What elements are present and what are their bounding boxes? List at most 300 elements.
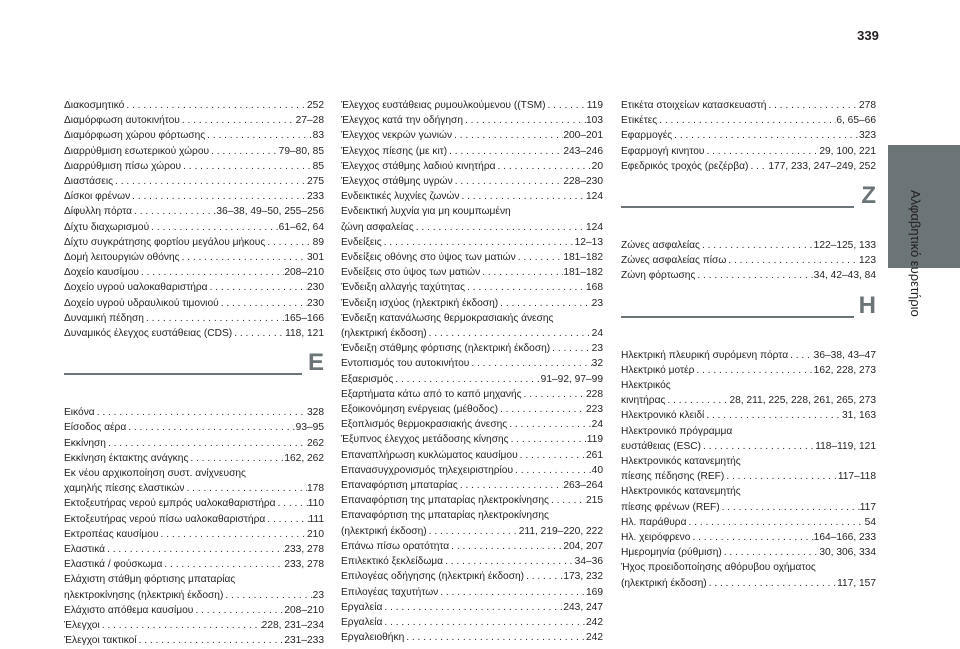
index-entry [341, 569, 603, 584]
index-entry [64, 451, 324, 466]
entry-term: Έλεγχος στάθμης υγρών [341, 176, 453, 188]
entry-pages: 181–182 [563, 252, 603, 264]
index-entry [621, 128, 876, 143]
index-entry [64, 436, 324, 451]
entry-pages: 122–125, 133 [813, 240, 876, 252]
dot-leader [427, 524, 519, 539]
entry-pages: 54 [864, 516, 876, 528]
dot-leader [546, 98, 587, 113]
entry-pages: 242 [586, 616, 603, 628]
index-entry [64, 220, 324, 235]
index-column-2 [341, 98, 603, 645]
index-entry [621, 348, 876, 363]
index-entry [64, 159, 324, 174]
index-entry [341, 630, 603, 645]
entry-term: Έλεγχοι τακτικοί [64, 635, 137, 647]
entry-term: Ζώνες ασφαλείας πίσω [621, 255, 727, 267]
dot-leader [687, 515, 865, 530]
entry-pages: 164–166, 233 [813, 532, 876, 544]
index-entry [64, 265, 324, 280]
dot-leader [720, 500, 860, 515]
index-entry [64, 542, 324, 557]
index-entry [621, 268, 876, 283]
letter-glyph: E [307, 349, 324, 377]
dot-leader [193, 603, 284, 618]
index-entry-line: Ηλεκτρονικός κατανεμητής [621, 456, 741, 468]
letter-divider [621, 316, 854, 318]
entry-pages: 32 [591, 358, 603, 370]
entry-term: ηλεκτροκίνησης (ηλεκτρική έκδοση) [64, 589, 224, 601]
dot-leader [453, 174, 564, 189]
entry-term: Επάνω πίσω ορατότητα [341, 540, 450, 552]
entry-term: Εργαλειοθήκη [341, 632, 405, 644]
entry-term: Ενδεικτικές λυχνίες ζωνών [341, 191, 460, 203]
index-entry [341, 341, 603, 356]
dot-leader [219, 296, 307, 311]
entry-term: Ένδειξη ισχύος (ηλεκτρική έκδοση) [341, 297, 499, 309]
index-entry-line: Επαναφόρτιση της μπαταρίας ηλεκτροκίνησης [341, 510, 549, 522]
entry-term: Ετικέτες [621, 115, 658, 127]
index-entry [341, 417, 603, 432]
entry-term: Εκκίνηση έκτακτης ανάγκης [64, 452, 189, 464]
entry-pages: 162, 262 [284, 452, 324, 464]
index-entry [621, 515, 876, 530]
index-entry [341, 524, 603, 539]
entry-pages: 110 [307, 498, 324, 510]
entry-pages: 233 [307, 191, 324, 203]
dot-leader [522, 387, 586, 402]
entry-pages: 124 [586, 191, 603, 203]
entry-pages: 93–95 [295, 422, 324, 434]
entry-pages: 210 [307, 528, 324, 540]
dot-leader [459, 189, 586, 204]
entry-term: Δοχείο καυσίμου [64, 267, 139, 279]
index-entry [341, 402, 603, 417]
dot-leader [449, 539, 563, 554]
entry-term: Εξαρτήματα κάτω από το καπό μηχανής [341, 388, 522, 400]
index-entry [341, 493, 603, 508]
index-entry [621, 113, 876, 128]
dot-leader [516, 250, 564, 265]
index-entry [64, 311, 324, 326]
entry-pages: 328 [307, 407, 324, 419]
dot-leader [509, 432, 587, 447]
index-entry-line: Ελάχιστη στάθμη φόρτισης μπαταρίας [64, 574, 236, 586]
entry-term: κινητήρας [621, 395, 666, 407]
entry-pages: 118, 121 [285, 328, 324, 340]
entry-term: Εξοπλισμός θερμοκρασιακής άνεσης [341, 419, 508, 431]
entry-term: (ηλεκτρική έκδοση) [341, 525, 427, 537]
entry-term: Δοχείο υγρού υαλοκαθαριστήρα [64, 282, 208, 294]
entry-term: πίεσης πέδησης (REF) [621, 471, 725, 483]
entry-term: Ηλεκτρικό μοτέρ [621, 364, 695, 376]
entry-pages: 275 [307, 176, 324, 188]
dot-leader [180, 113, 296, 128]
entry-term: Ελαστικά [64, 544, 106, 556]
index-entry [64, 204, 324, 219]
dot-leader [695, 268, 813, 283]
entry-term: Επιλεκτικό ξεκλείδωμα [341, 556, 444, 568]
entry-pages: 301 [307, 252, 324, 264]
entry-pages: 119 [586, 434, 603, 446]
index-entry [64, 326, 324, 341]
dot-leader [188, 451, 284, 466]
entry-pages: 228, 231–234 [261, 620, 324, 632]
dot-leader [498, 402, 586, 417]
dot-leader [205, 128, 313, 143]
entry-pages: 36–38, 43–47 [813, 349, 876, 361]
entry-pages: 173, 232 [563, 571, 603, 583]
dot-leader [149, 220, 279, 235]
index-entry [64, 250, 324, 265]
index-column-3 [621, 98, 876, 591]
entry-term: Επιλογέας ταχυτήτων [341, 586, 439, 598]
dot-leader [766, 98, 859, 113]
index-entry [64, 144, 324, 159]
entry-term: Εφαρμογή κινητου [621, 145, 705, 157]
dot-leader [265, 235, 312, 250]
dot-leader [438, 585, 586, 600]
entry-pages: 169 [586, 586, 603, 598]
entry-term: Διαμόρφωση αυτοκινήτου [64, 115, 180, 127]
entry-term: Ηλεκτρική πλευρική συρόμενη πόρτα [621, 349, 789, 361]
dot-leader [404, 630, 586, 645]
entry-term: Δοχείο υγρού υδραυλικού τιμονιού [64, 297, 219, 309]
entry-term: Εκτοξευτήρας νερού πίσω υαλοκαθαριστήρα [64, 513, 266, 525]
entry-pages: 168 [586, 282, 603, 294]
entry-pages: 28, 211, 225, 228, 261, 265, 273 [729, 395, 876, 407]
entry-term: Εκκίνηση [64, 437, 106, 449]
dot-leader [208, 280, 307, 295]
index-entry [64, 588, 324, 603]
entry-term: Εκτροπέας καυσίμου [64, 528, 159, 540]
entry-term: Έλεγχοι [64, 620, 100, 632]
entry-term: Δίφυλλη πόρτα [64, 206, 133, 218]
index-entry [341, 189, 603, 204]
dot-leader [496, 159, 592, 174]
entry-pages: 91–92, 97–99 [540, 373, 603, 385]
index-entry [341, 113, 603, 128]
dot-leader [498, 296, 592, 311]
entry-pages: 89 [312, 236, 324, 248]
entry-term: Ένδειξη αλλαγής ταχύτητας [341, 282, 465, 294]
index-entry-line: Ενδεικτική λυχνία για μη κουμπωμένη [341, 206, 511, 218]
index-entry [341, 98, 603, 113]
index-entry [341, 432, 603, 447]
entry-term: Εξοικονόμηση ενέργειας (μέθοδος) [341, 404, 499, 416]
index-entry [64, 496, 324, 511]
index-entry [341, 326, 603, 341]
index-entry [621, 439, 876, 454]
dot-leader [447, 144, 563, 159]
entry-pages: 34–36 [574, 556, 603, 568]
entry-term: Διακοσμητικό [64, 100, 125, 111]
entry-term: Ημερομηνία (ρύθμιση) [621, 547, 722, 559]
index-entry [621, 98, 876, 113]
dot-leader [185, 481, 308, 496]
dot-leader [550, 341, 591, 356]
letter-divider [64, 373, 302, 375]
index-entry [621, 469, 876, 484]
entry-term: Δίσκοι φρένων [64, 191, 131, 203]
dot-leader [724, 469, 838, 484]
index-entry [64, 296, 324, 311]
page-number: 339 [857, 28, 879, 43]
letter-heading [64, 349, 324, 397]
entry-pages: 162, 228, 273 [813, 364, 876, 376]
dot-leader [382, 600, 563, 615]
entry-term: Ενδείξεις οθόνης στο ύψος των ματιών [341, 252, 516, 264]
entry-pages: 323 [859, 130, 876, 142]
entry-pages: 233, 278 [284, 559, 324, 571]
entry-pages: 242 [586, 632, 603, 644]
entry-pages: 36–38, 49–50, 255–256 [216, 206, 324, 218]
dot-leader [665, 393, 729, 408]
index-entry [621, 144, 876, 159]
dot-leader [144, 311, 284, 326]
entry-pages: 230 [307, 282, 324, 294]
entry-term: Είσοδος αέρα [64, 422, 127, 434]
dot-leader [130, 189, 307, 204]
dot-leader [382, 615, 586, 630]
dot-leader [748, 159, 768, 174]
index-entry [64, 527, 324, 542]
entry-term: Εξαερισμός [341, 373, 394, 385]
entry-pages: 208–210 [284, 267, 324, 279]
dot-leader [694, 363, 813, 378]
index-entry [341, 220, 603, 235]
entry-term: Εργαλεία [341, 601, 383, 613]
index-entry [341, 356, 603, 371]
entry-pages: 252 [307, 100, 324, 111]
dot-leader [113, 174, 307, 189]
entry-term: Ηλεκτρονικό κλειδί [621, 410, 705, 422]
dot-leader [524, 569, 563, 584]
index-entry-line: Ηλεκτρονικός κατανεμητής [621, 486, 741, 498]
entry-pages: 111 [308, 513, 324, 525]
entry-pages: 211, 219–220, 222 [518, 525, 603, 537]
index-entry [341, 478, 603, 493]
entry-pages: 103 [586, 115, 603, 127]
index-entry [341, 448, 603, 463]
index-entry [341, 250, 603, 265]
entry-pages: 31, 163 [842, 410, 876, 422]
section-label: Αλφαβητικό ευρετήριο [908, 190, 923, 317]
entry-term: Διαρρύθμιση εσωτερικού χώρου [64, 145, 210, 157]
index-entry [64, 98, 324, 113]
dot-leader [480, 265, 563, 280]
index-entry [341, 174, 603, 189]
entry-pages: 261 [586, 449, 603, 461]
index-entry [621, 576, 876, 591]
dot-leader [126, 420, 295, 435]
index-entry [64, 174, 324, 189]
entry-term: Δυναμική πέδηση [64, 312, 144, 324]
dot-leader [106, 436, 307, 451]
index-entry [64, 128, 324, 143]
entry-term: Εφεδρικός τροχός (ρεζέρβα) [621, 160, 749, 172]
entry-pages: 34, 42–43, 84 [813, 270, 876, 282]
dot-leader [518, 448, 586, 463]
dot-leader [414, 220, 586, 235]
letter-glyph: Z [861, 182, 876, 210]
dot-leader [549, 493, 586, 508]
index-entry [341, 235, 603, 250]
entry-pages: 177, 233, 247–249, 252 [768, 160, 876, 172]
dot-leader [465, 280, 586, 295]
dot-leader [657, 113, 836, 128]
entry-pages: 79–80, 85 [278, 145, 324, 157]
dot-leader [458, 478, 564, 493]
entry-term: Επαναφόρτιση μπαταρίας [341, 480, 458, 492]
index-entry [341, 159, 603, 174]
entry-term: χαμηλής πίεσης ελαστικών [64, 483, 185, 495]
dot-leader [180, 250, 307, 265]
dot-leader [469, 356, 591, 371]
dot-leader [726, 253, 859, 268]
dot-leader [105, 542, 284, 557]
entry-term: Ενδείξεις στο ύψος των ματιών [341, 267, 481, 279]
index-entry [64, 420, 324, 435]
letter-heading [621, 291, 876, 340]
index-entry [621, 253, 876, 268]
entry-term: Ελάχιστο απόθεμα καυσίμου [64, 604, 194, 616]
entry-pages: 123 [859, 255, 876, 267]
dot-leader [162, 557, 284, 572]
entry-pages: 233, 278 [284, 544, 324, 556]
index-entry [341, 463, 603, 478]
entry-pages: 204, 207 [563, 540, 603, 552]
entry-pages: 85 [312, 160, 324, 172]
dot-leader [181, 159, 313, 174]
entry-term: Εικόνα [64, 407, 95, 419]
index-column-1 [64, 98, 324, 649]
entry-pages: 117, 157 [837, 577, 876, 589]
entry-pages: 24 [591, 419, 603, 431]
index-entry [621, 159, 876, 174]
entry-pages: 243–246 [563, 145, 603, 157]
entry-pages: 263–264 [563, 480, 603, 492]
entry-term: ευστάθειας (ESC) [621, 440, 702, 452]
index-entry [64, 113, 324, 128]
entry-pages: 228 [586, 388, 603, 400]
dot-leader [382, 235, 575, 250]
entry-term: Έλεγχος στάθμης λαδιού κινητήρα [341, 160, 496, 172]
dot-leader [507, 417, 591, 432]
entry-pages: 30, 306, 334 [819, 547, 876, 559]
entry-term: Δομή λειτουργιών οθόνης [64, 252, 180, 264]
index-entry [621, 238, 876, 253]
entry-pages: 6, 65–66 [836, 115, 876, 127]
index-entry [64, 280, 324, 295]
index-entry [64, 512, 324, 527]
index-entry [341, 554, 603, 569]
index-entry [341, 585, 603, 600]
entry-pages: 118–119, 121 [815, 440, 876, 452]
index-entry [341, 144, 603, 159]
entry-pages: 230 [307, 297, 324, 309]
entry-pages: 24 [591, 328, 603, 340]
entry-pages: 23 [591, 297, 603, 309]
dot-leader [513, 463, 592, 478]
letter-divider [621, 206, 854, 208]
entry-pages: 243, 247 [563, 601, 603, 613]
index-entry [621, 500, 876, 515]
entry-term: Δυναμικός έλεγχος ευστάθειας (CDS) [64, 328, 233, 340]
entry-term: Επιλογέας οδήγησης (ηλεκτρική έκδοση) [341, 571, 525, 583]
dot-leader [701, 439, 815, 454]
dot-leader [124, 98, 307, 113]
index-entry-line: Ήχος προειδοποίησης αθόρυβου οχήματος [621, 562, 816, 574]
entry-pages: 40 [591, 464, 603, 476]
entry-pages: 117–118 [837, 471, 876, 483]
entry-term: (ηλεκτρική έκδοση) [621, 577, 707, 589]
dot-leader [223, 588, 312, 603]
index-entry [621, 393, 876, 408]
index-entry [341, 280, 603, 295]
index-entry [621, 545, 876, 560]
entry-term: Επανασυγχρονισμός τηλεχειριστηρίου [341, 464, 514, 476]
dot-leader [95, 405, 307, 420]
entry-term: Ηλ. παράθυρα [621, 516, 687, 528]
entry-pages: 208–210 [284, 604, 324, 616]
entry-pages: 165–166 [284, 312, 324, 324]
entry-term: Έλεγχος πίεσης (με κιτ) [341, 145, 448, 157]
entry-term: Ελαστικά / φούσκωμα [64, 559, 163, 571]
entry-pages: 23 [591, 343, 603, 355]
entry-pages: 119 [586, 100, 603, 111]
entry-term: Εργαλεία [341, 616, 383, 628]
dot-leader [232, 326, 285, 341]
dot-leader [139, 265, 284, 280]
entry-pages: 29, 100, 221 [819, 145, 876, 157]
dot-leader [137, 633, 285, 648]
dot-leader [704, 144, 819, 159]
entry-pages: 200–201 [563, 130, 603, 142]
index-entry-line: Ηλεκτρονικό πρόγραμμα [621, 425, 733, 437]
entry-pages: 262 [307, 437, 324, 449]
dot-leader [427, 326, 592, 341]
entry-term: Έλεγχος νεκρών γωνιών [341, 130, 453, 142]
entry-pages: 215 [586, 495, 603, 507]
dot-leader [704, 408, 842, 423]
dot-leader [788, 348, 814, 363]
dot-leader [672, 128, 859, 143]
index-entry [64, 481, 324, 496]
entry-pages: 27–28 [295, 115, 324, 127]
entry-term: Έξυπνος έλεγχος μετάδοσης κίνησης [341, 434, 509, 446]
entry-pages: 61–62, 64 [278, 221, 324, 233]
dot-leader [132, 204, 216, 219]
dot-leader [722, 545, 820, 560]
index-entry [64, 633, 324, 648]
index-entry [64, 618, 324, 633]
dot-leader [100, 618, 262, 633]
index-entry [341, 128, 603, 143]
dot-leader [463, 113, 586, 128]
entry-term: Ένδειξη στάθμης φόρτισης (ηλεκτρική έκδοση) [341, 343, 551, 355]
entry-term: Εντοπισμός του αυτοκινήτου [341, 358, 470, 370]
entry-pages: 223 [586, 404, 603, 416]
entry-term: Δίχτυ συγκράτησης φορτίου μεγάλου μήκους [64, 236, 266, 248]
index-entry [341, 615, 603, 630]
entry-term: Επαναφόρτιση της μπαταρίας ηλεκτροκίνησης [341, 495, 549, 507]
dot-leader [265, 512, 308, 527]
entry-pages: 83 [312, 130, 324, 142]
index-entry [621, 530, 876, 545]
entry-pages: 20 [591, 160, 603, 172]
dot-leader [700, 238, 814, 253]
